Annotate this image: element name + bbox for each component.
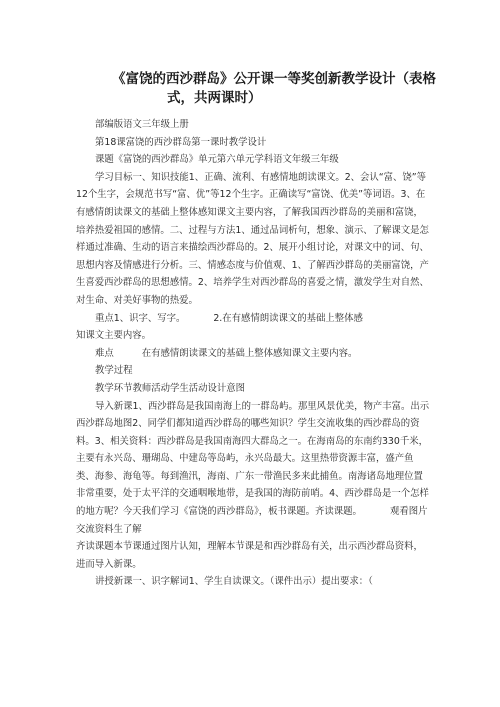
textbook-edition: 部编版语文三年级上册 [95,119,189,130]
key-points [76,310,432,328]
intro-teacher-activity: 导入新课1、西沙群岛是我国南海上的一群岛屿。那里风景优美，物产丰富。出示西沙群岛地图2、同学们都知道西沙群岛的哪些知识？学生交流收集的西沙群岛的资料。3、相关资料：西沙群岛是我国南海四大群岛之一。在海南岛的东南约330千米，主要有永兴岛、珊瑚岛、中建岛等岛屿，永兴岛最大。这里热带资源丰富，盛产鱼类、海参、海龟等。每到渔汛，海南、广东一带渔民多来此捕鱼。南海诸岛地理位置非常重要，处于太平洋的交通咽喉地带，是我国的海防前哨。4、西沙群岛是一个怎样的地方呢？今天我们学习《富饶的西沙群岛》，板书课题。齐读课题。 [76,400,430,518]
new-lesson-section: 讲授新课一、识字解词1、学生自读课文。（课件出示）提出要求：（ [95,576,373,588]
document-title [112,70,442,108]
teaching-process-heading: 教学过程 [95,365,133,377]
title-line-1: 《富饶的西沙群岛》公开课一等奖创新教学设计（表格 [112,71,436,87]
intro-design-intent: 齐读课题本节课通过图片认知，理解本节课是和西沙群岛有关，出示西沙群岛资料，进而导入新课。 [76,541,423,570]
key-points-part-2: 2.在有感情朗读课文的基础上整体感 [213,312,363,324]
intro-section [76,398,432,539]
title-line-2: 式，共两课时） [167,90,262,106]
course-info: 课题《富饶的西沙群岛》单元第六单元学科语文年级三年级 [95,154,339,166]
lesson-heading: 第18课富饶的西沙群岛第一课时教学设计 [95,136,267,148]
difficulty [76,345,432,363]
key-points-continued: 知课文主要内容。 [76,330,152,342]
learning-objectives: 学习目标一、知识技能1、正确、流利、有感情地朗读课文。2、会认“富、饶”等12个生字，会规范书写“富、优”等12个生字。正确读写“富饶、优美”等词语。3、在有感情朗读课文的基础上整体感知课文主要内容，了解我国西沙群岛的美丽和富饶，培养热爱祖国的感情。二、过程与方法1、通过品词析句，想象、演示、了解课文是怎样通过准确、生动的语言来描绘西沙群岛的。2、展开小组讨论，对课文中的词、句、思想内容及情感进行分析。三、情感态度与价值观、1、了解西沙群岛的美丽富饶，产生喜爱西沙群岛的思想感情。2、培养学生对西沙群岛的喜爱之情，激发学生对自然、对生命、对美好事物的热爱。 [76,171,429,306]
table-header-row: 教学环节教师活动学生活动设计意图 [95,382,246,394]
key-points-part-1: 重点1、识字、写字。 [95,312,186,324]
intro-student-activity: 观看图片交流资料生了解 [76,506,428,535]
document-body [76,116,432,591]
difficulty-label: 难点 [95,347,114,359]
difficulty-text: 在有感情朗读课文的基础上整体感知课文主要内容。 [141,347,358,359]
